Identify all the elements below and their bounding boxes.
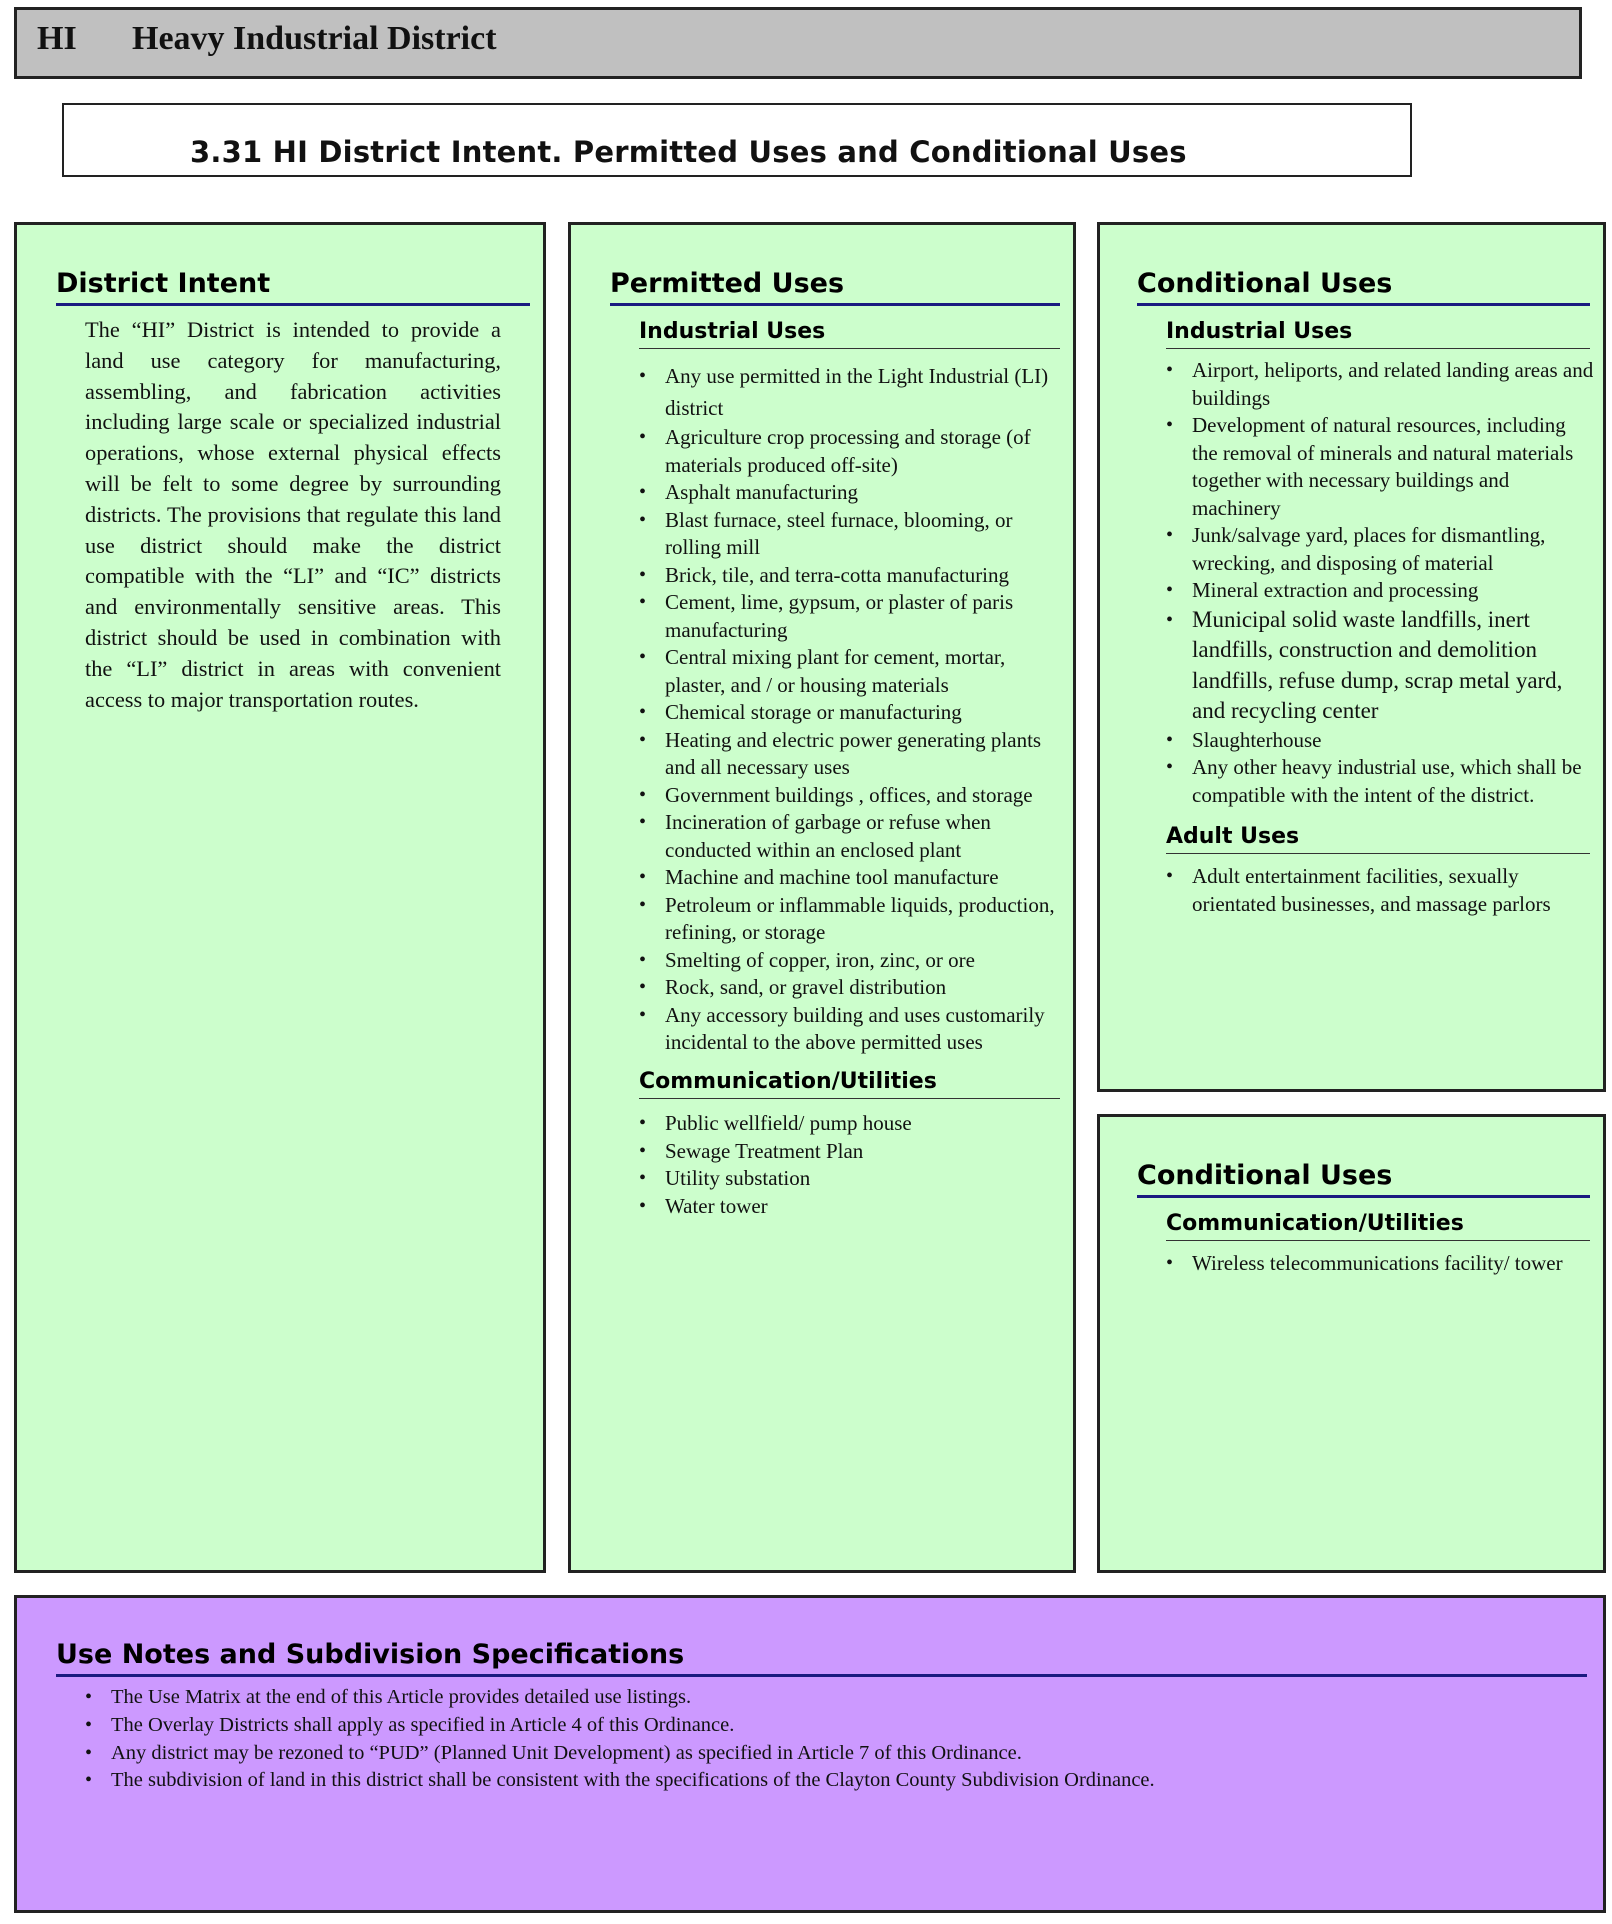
district-header: [14, 7, 1582, 79]
list-item: • Incineration of garbage or refuse when conducted within an enclosed plant: [639, 809, 1069, 864]
list-item: • Junk/salvage yard, places for dismantling, wrecking, and disposing of material: [1166, 522, 1596, 577]
conditional-uses-2-title: Conditional Uses: [1137, 1159, 1590, 1198]
list-item: • Cement, lime, gypsum, or plaster of paris manufacturing: [639, 589, 1069, 644]
list-item: • Slaughterhouse: [1166, 727, 1596, 755]
conditional-uses-title: Conditional Uses: [1137, 267, 1590, 306]
conditional-adult-title: Adult Uses: [1166, 823, 1590, 854]
conditional-communication-title: Communication/Utilities: [1166, 1210, 1590, 1241]
permitted-uses-panel: [568, 222, 1076, 1573]
list-item: • The Overlay Districts shall apply as specified in Article 4 of this Ordinance.: [85, 1712, 1565, 1740]
list-item: • Chemical storage or manufacturing: [639, 699, 1069, 727]
list-item: • Blast furnace, steel furnace, blooming, or rolling mill: [639, 507, 1069, 562]
list-item: • Any use permitted in the Light Industrial (LI) district: [639, 360, 1069, 424]
permitted-industrial-list: [639, 360, 1069, 1057]
list-item: • Smelting of copper, iron, zinc, or ore: [639, 947, 1069, 975]
list-item: • Brick, tile, and terra-cotta manufacturing: [639, 562, 1069, 590]
list-item: • Petroleum or inflammable liquids, production, refining, or storage: [639, 892, 1069, 947]
list-item: • The subdivision of land in this district shall be consistent with the specifications of the Clayton County Subdivision Ordinance.: [85, 1767, 1565, 1795]
section-title-box: [62, 103, 1412, 177]
permitted-communication-list: [639, 1110, 1069, 1220]
conditional-communication-list: [1166, 1250, 1596, 1278]
district-code: HI: [37, 20, 77, 57]
list-item: • Sewage Treatment Plan: [639, 1138, 1069, 1166]
list-item: • Asphalt manufacturing: [639, 479, 1069, 507]
conditional-adult-list: [1166, 863, 1596, 918]
list-item: • Development of natural resources, including the removal of minerals and natural materials together with necessary buildings and machinery: [1166, 412, 1596, 522]
district-intent-text: The “HI” District is intended to provide a land use category for manufacturing, assembling, and fabrication activities including large scale or specialized industrial operations, whose external physical effects will be felt to some degree by surrounding districts. The provisions that regulate this land use district should make the district compatible with the “LI” and “IC” districts and environmentally sensitive areas. This district should be used in combination with the “LI” district in areas with convenient access to major transportation routes.: [85, 317, 501, 712]
list-item: • The Use Matrix at the end of this Article provides detailed use listings.: [85, 1684, 1565, 1712]
permitted-communication-title: Communication/Utilities: [639, 1068, 1060, 1099]
list-item: • Water tower: [639, 1193, 1069, 1221]
use-notes-panel: [14, 1595, 1606, 1913]
list-item: • Utility substation: [639, 1165, 1069, 1193]
list-item: • Municipal solid waste landfills, inert landfills, construction and demolition landfills, refuse dump, scrap metal yard, and recycling center: [1166, 605, 1596, 727]
list-item: • Any district may be rezoned to “PUD” (Planned Unit Development) as specified in Article 7 of this Ordinance.: [85, 1740, 1565, 1768]
list-item: • Public wellfield/ pump house: [639, 1110, 1069, 1138]
use-notes-title: Use Notes and Subdivision Specifications: [56, 1638, 1587, 1677]
list-item: • Mineral extraction and processing: [1166, 577, 1596, 605]
list-item: • Central mixing plant for cement, mortar, plaster, and / or housing materials: [639, 644, 1069, 699]
district-intent-panel: [14, 222, 546, 1573]
list-item: • Rock, sand, or gravel distribution: [639, 974, 1069, 1002]
conditional-uses-panel: [1097, 222, 1606, 1092]
list-item: • Adult entertainment facilities, sexually orientated businesses, and massage parlors: [1166, 863, 1596, 918]
conditional-industrial-title: Industrial Uses: [1166, 318, 1590, 349]
conditional-industrial-list: [1166, 357, 1596, 809]
section-title: 3.31 HI District Intent. Permitted Uses and Conditional Uses: [190, 135, 1187, 169]
list-item: • Machine and machine tool manufacture: [639, 864, 1069, 892]
district-intent-title: District Intent: [56, 267, 530, 306]
list-item: • Airport, heliports, and related landing areas and buildings: [1166, 357, 1596, 412]
district-name: Heavy Industrial District: [132, 20, 497, 57]
use-notes-list: [85, 1684, 1565, 1795]
conditional-uses-communication-panel: [1097, 1114, 1606, 1573]
list-item: • Government buildings , offices, and storage: [639, 782, 1069, 810]
permitted-uses-title: Permitted Uses: [610, 267, 1060, 306]
list-item: • Any other heavy industrial use, which shall be compatible with the intent of the district.: [1166, 754, 1596, 809]
list-item: • Heating and electric power generating plants and all necessary uses: [639, 727, 1069, 782]
list-item: • Any accessory building and uses customarily incidental to the above permitted uses: [639, 1002, 1069, 1057]
list-item: • Wireless telecommunications facility/ tower: [1166, 1250, 1596, 1278]
permitted-industrial-title: Industrial Uses: [639, 318, 1060, 349]
list-item: • Agriculture crop processing and storage (of materials produced off-site): [639, 424, 1069, 479]
